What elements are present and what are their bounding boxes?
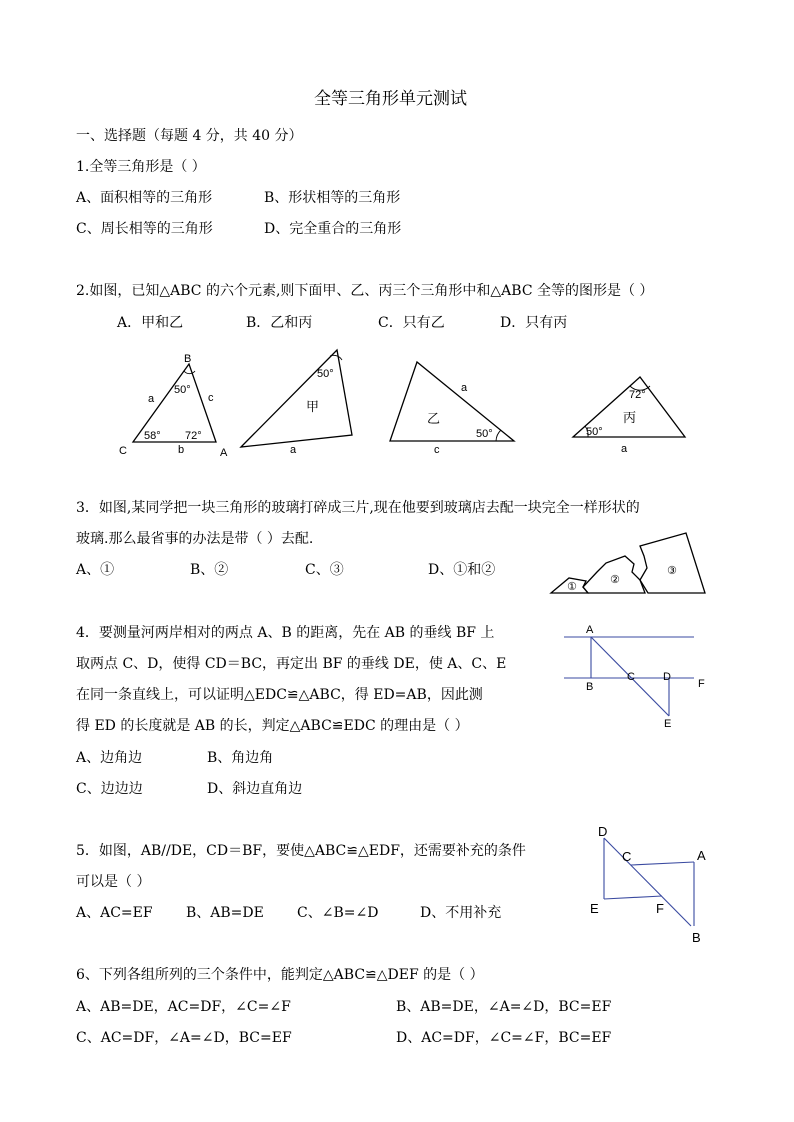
q6-option-c: C、AC=DF，∠A=∠D，BC=EF [76, 1030, 292, 1046]
label-D: D [663, 671, 671, 683]
label-A: A [586, 624, 594, 636]
q1-stem: 1.全等三角形是（ ） [76, 159, 206, 175]
label-bing-a: a [621, 443, 628, 455]
label-E: E [590, 901, 599, 916]
q5-option-a: A、AC=EF [76, 905, 153, 921]
label-jia: 甲 [306, 399, 320, 414]
q4-option-a: A、边角边 [76, 750, 143, 766]
label-side-b: b [178, 444, 185, 456]
q3-stem-line2: 玻璃.那么最省事的办法是带（ ）去配. [76, 531, 314, 547]
label-B: B [586, 681, 594, 693]
label-side-c: c [208, 392, 214, 404]
label-jia-angle: 50° [317, 368, 334, 380]
q1-option-c: C、周长相等的三角形 [76, 221, 213, 237]
q4-stem-line2: 取两点 C、D，使得 CD＝BC，再定出 BF 的垂线 DE，使 A、C、E [76, 656, 507, 672]
q4-stem-line4: 得 ED 的长度就是 AB 的长，判定△ABC≌EDC 的理由是（ ） [76, 718, 469, 734]
label-angle-72: 72° [185, 430, 202, 442]
label-yi-angle: 50° [476, 428, 493, 440]
label-yi-c: c [434, 444, 440, 456]
label-yi: 乙 [427, 411, 441, 426]
label-B: B [692, 930, 701, 945]
q1-option-a: A、面积相等的三角形 [76, 190, 213, 206]
label-yi-a: a [461, 382, 468, 394]
label-F: F [656, 901, 664, 916]
q1-option-d: D、完全重合的三角形 [264, 221, 402, 237]
q5-option-b: B、AB=DE [186, 905, 264, 921]
q6-option-b: B、AB=DE，∠A=∠D，BC=EF [396, 999, 612, 1015]
label-A: A [220, 447, 228, 459]
label-C: C [622, 849, 632, 864]
q2-option-b: B．乙和丙 [246, 315, 313, 331]
q2-option-a: A．甲和乙 [117, 315, 184, 331]
q4-option-b: B、角边角 [207, 750, 274, 766]
label-angle-50: 50° [174, 384, 191, 396]
section-heading: 一、选择题（每题 4 分，共 40 分） [76, 128, 303, 144]
q5-stem-line1: 5．如图，AB//DE，CD＝BF，要使△ABC≌△EDF，还需要补充的条件 [76, 843, 526, 859]
q3-option-a: A、① [76, 562, 115, 578]
label-angle-58: 58° [144, 430, 161, 442]
q2-stem: 2.如图，已知△ABC 的六个元素,则下面甲、乙、丙三个三角形中和△ABC 全等的图形是（ ） [76, 283, 654, 299]
q5-stem-line2: 可以是（ ） [76, 874, 151, 890]
label-C: C [119, 445, 127, 457]
q6-option-d: D、AC=DF，∠C=∠F，BC=EF [396, 1030, 612, 1046]
q5-option-d: D、不用补充 [420, 905, 502, 921]
label-F: F [698, 678, 705, 690]
q3-stem-line1: 3．如图,某同学把一块三角形的玻璃打碎成三片,现在他要到玻璃店去配一块完全一样形状的 [76, 500, 640, 516]
label-B: B [184, 353, 192, 365]
q6-option-a: A、AB=DE，AC=DF，∠C=∠F [76, 999, 291, 1015]
label-bing-angle-50: 50° [586, 426, 603, 438]
label-piece-2: ② [610, 574, 620, 586]
label-A: A [697, 848, 706, 863]
q3-option-b: B、② [190, 562, 229, 578]
q6-stem: 6、下列各组所列的三个条件中，能判定△ABC≌△DEF 的是（ ） [76, 967, 484, 983]
label-bing: 丙 [623, 410, 637, 425]
q2-option-c: C．只有乙 [378, 315, 445, 331]
q4-option-c: C、边边边 [76, 781, 143, 797]
page-title: 全等三角形单元测试 [314, 89, 467, 109]
q4-stem-line3: 在同一条直线上，可以证明△EDC≌△ABC，得 ED=AB，因此测 [76, 687, 483, 703]
q4-stem-line1: 4．要测量河两岸相对的两点 A、B 的距离，先在 AB 的垂线 BF 上 [76, 625, 495, 641]
label-C: C [627, 671, 635, 683]
label-jia-a: a [290, 444, 297, 456]
q2-option-d: D．只有丙 [500, 315, 568, 331]
q3-option-d: D、①和② [428, 562, 496, 578]
q4-option-d: D、斜边直角边 [207, 781, 303, 797]
q3-option-c: C、③ [305, 562, 344, 578]
label-piece-1: ① [567, 581, 577, 593]
label-bing-angle-72: 72° [629, 389, 646, 401]
label-side-a: a [148, 393, 155, 405]
label-piece-3: ③ [667, 565, 677, 577]
label-D: D [598, 824, 608, 839]
q5-option-c: C、∠B=∠D [297, 905, 379, 921]
label-E: E [664, 718, 672, 730]
q1-option-b: B、形状相等的三角形 [264, 190, 401, 206]
